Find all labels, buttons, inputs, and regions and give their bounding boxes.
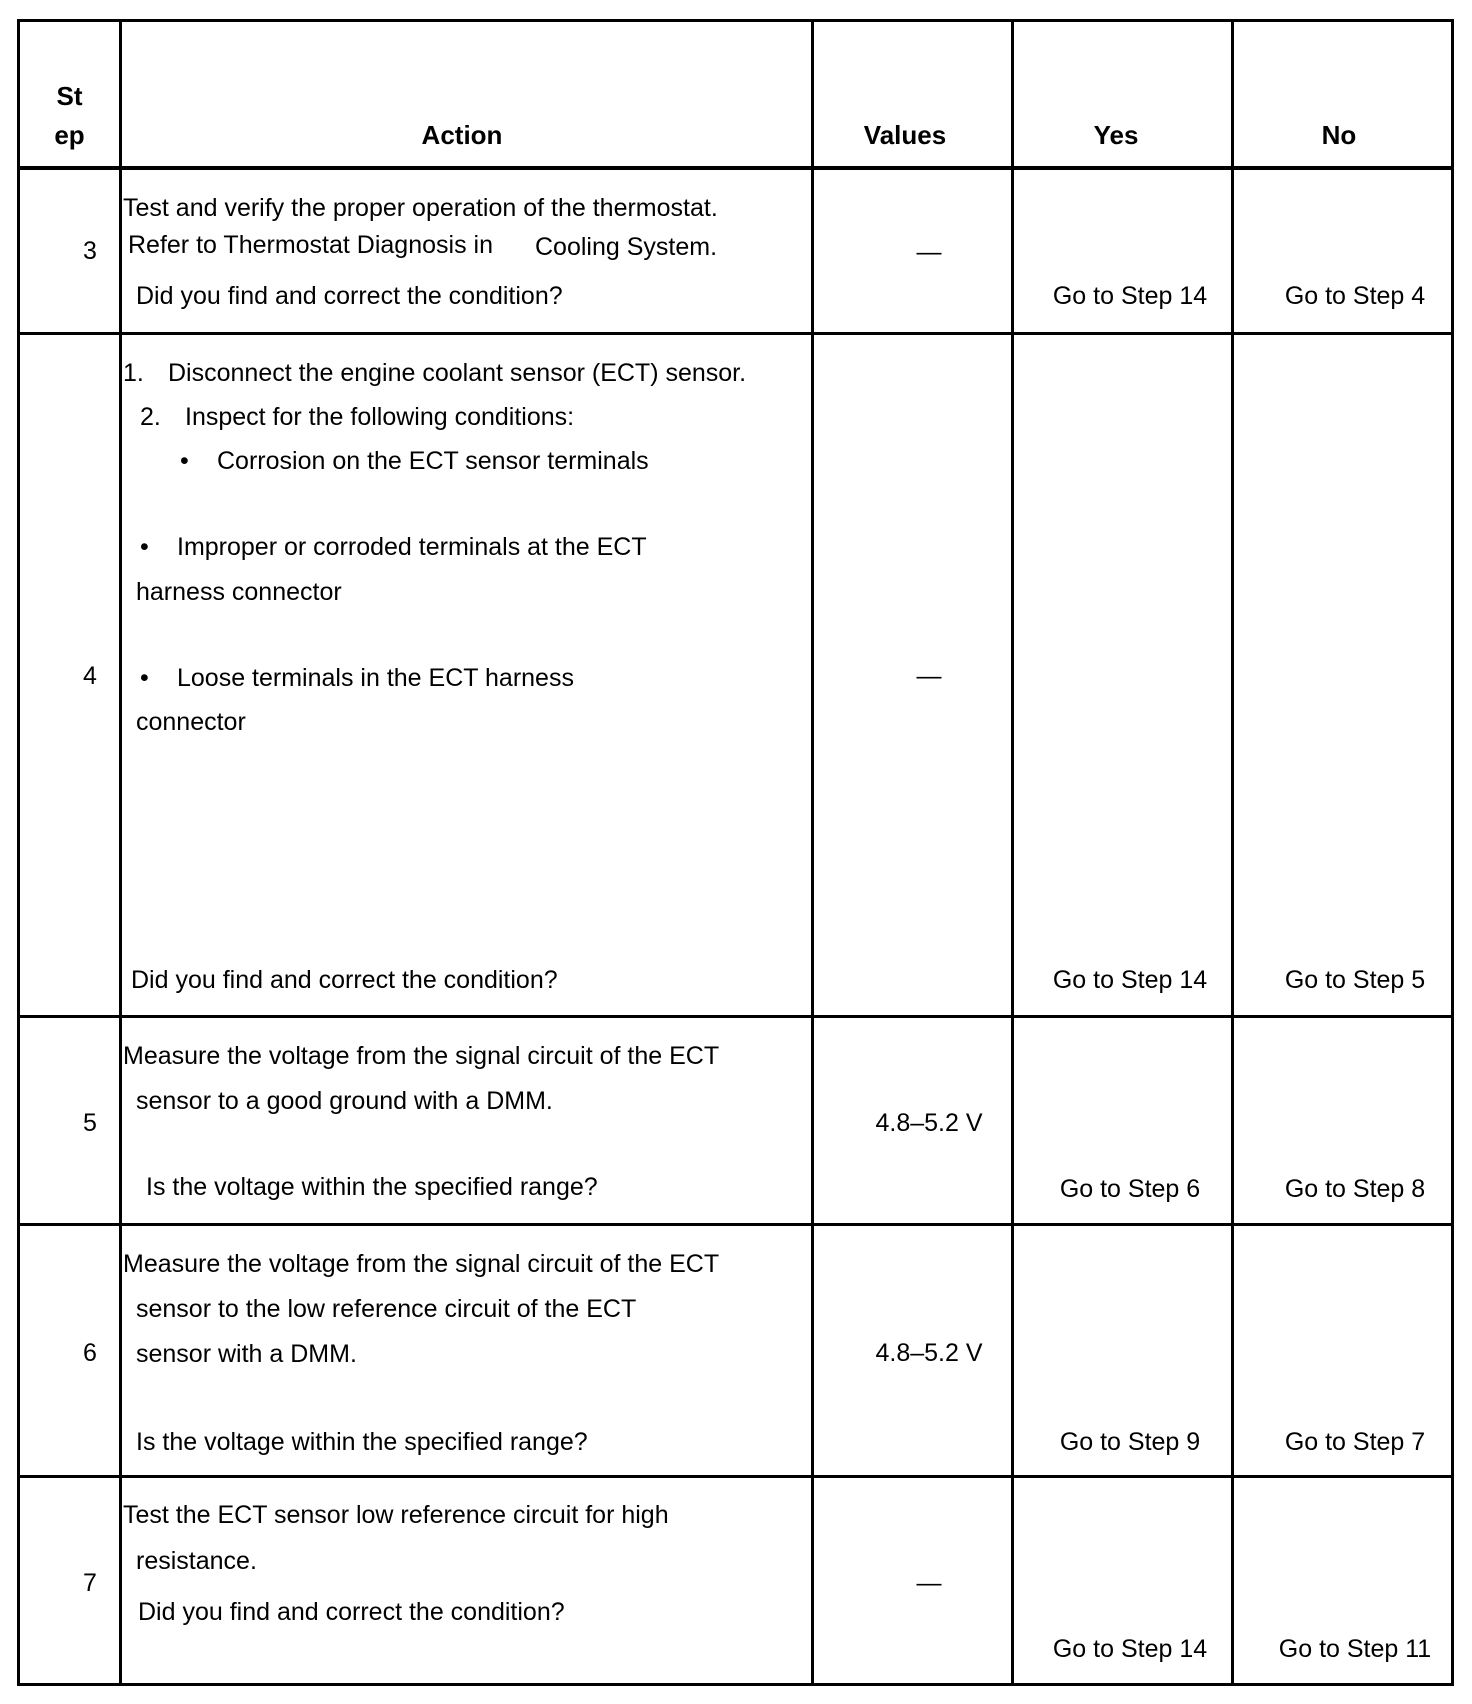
- no-cell: Go to Step 8: [1284, 1175, 1426, 1203]
- value-cell: 4.8–5.2 V: [875, 1339, 983, 1367]
- step-number: 4: [83, 662, 97, 690]
- action-text: Corrosion on the ECT sensor terminals: [217, 447, 649, 475]
- action-question: Did you find and correct the condition?: [136, 282, 563, 310]
- value-cell: —: [916, 662, 942, 690]
- column-divider: [119, 19, 122, 1686]
- no-cell: Go to Step 7: [1284, 1428, 1426, 1456]
- action-text: sensor to the low reference circuit of the ECT: [136, 1295, 637, 1323]
- row-divider: [17, 1475, 1454, 1478]
- bullet: •: [140, 533, 149, 561]
- action-question: Did you find and correct the condition?: [131, 966, 558, 994]
- action-text: sensor with a DMM.: [136, 1340, 357, 1368]
- yes-cell: Go to Step 14: [1052, 282, 1208, 310]
- step-number: 5: [83, 1109, 97, 1137]
- column-divider: [811, 19, 814, 1686]
- bullet: •: [180, 447, 189, 475]
- list-number: 2.: [140, 403, 161, 431]
- bullet: •: [140, 664, 149, 692]
- action-text: Refer to Thermostat Diagnosis in: [128, 231, 493, 259]
- action-text: Measure the voltage from the signal circuit of the ECT: [123, 1042, 720, 1070]
- action-text: Cooling System.: [535, 233, 718, 261]
- yes-cell: Go to Step 14: [1052, 966, 1208, 994]
- action-text: harness connector: [136, 578, 342, 606]
- action-question: Is the voltage within the specified range?: [136, 1428, 588, 1456]
- list-number: 1.: [123, 359, 144, 387]
- header-divider: [17, 166, 1454, 170]
- yes-cell: Go to Step 9: [1059, 1428, 1201, 1456]
- header-action: Action: [421, 120, 503, 150]
- value-cell: —: [916, 238, 942, 266]
- step-number: 3: [83, 237, 97, 265]
- action-text: connector: [136, 708, 246, 736]
- no-cell: Go to Step 11: [1278, 1635, 1432, 1663]
- action-text: Test the ECT sensor low reference circuit for high: [123, 1501, 669, 1529]
- header-yes: Yes: [1093, 120, 1139, 150]
- yes-cell: Go to Step 6: [1059, 1175, 1201, 1203]
- header-step-line1: St: [56, 81, 83, 111]
- table-border-bottom: [17, 1683, 1454, 1686]
- action-question: Is the voltage within the specified range?: [146, 1173, 598, 1201]
- value-cell: 4.8–5.2 V: [875, 1109, 983, 1137]
- action-text: Test and verify the proper operation of the thermostat.: [123, 194, 718, 222]
- table-border-left: [17, 19, 20, 1686]
- row-divider: [17, 1223, 1454, 1226]
- action-question: Did you find and correct the condition?: [138, 1598, 565, 1626]
- header-no: No: [1321, 120, 1357, 150]
- action-text: Disconnect the engine coolant sensor (ECT) sensor.: [168, 359, 747, 387]
- header-step-line2: ep: [54, 120, 85, 150]
- row-divider: [17, 332, 1454, 335]
- action-text: Inspect for the following conditions:: [185, 403, 575, 431]
- header-values: Values: [863, 120, 947, 150]
- yes-cell: Go to Step 14: [1052, 1635, 1208, 1663]
- table-border-top: [17, 19, 1454, 22]
- action-text: Loose terminals in the ECT harness: [177, 664, 574, 692]
- no-cell: Go to Step 4: [1284, 282, 1426, 310]
- row-divider: [17, 1015, 1454, 1018]
- action-text: resistance.: [136, 1547, 257, 1575]
- value-cell: —: [916, 1569, 942, 1597]
- step-number: 7: [83, 1569, 97, 1597]
- action-text: Measure the voltage from the signal circuit of the ECT: [123, 1250, 720, 1278]
- step-number: 6: [83, 1339, 97, 1367]
- action-text: Improper or corroded terminals at the ECT: [177, 533, 647, 561]
- action-text: sensor to a good ground with a DMM.: [136, 1087, 553, 1115]
- no-cell: Go to Step 5: [1284, 966, 1426, 994]
